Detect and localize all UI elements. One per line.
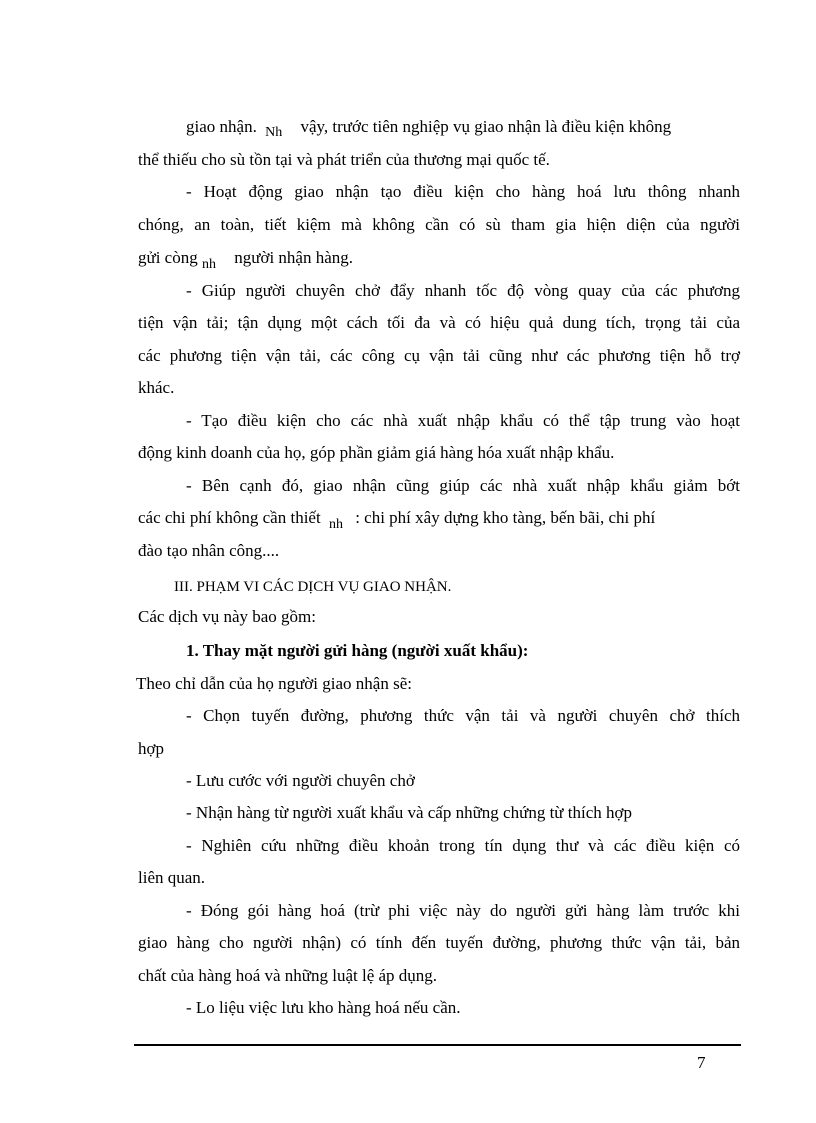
text-span: giao nhận. [186, 117, 257, 136]
text-line: các phương tiện vận tải, các công cụ vận tải cũng như các phương tiện hỗ trợ [138, 346, 740, 365]
section-heading: III. PHẠM VI CÁC DỊCH VỤ GIAO NHẬN. [174, 579, 452, 595]
text-line: giao hàng cho người nhận) có tính đến tuyến đường, phương thức vận tải, bản [138, 933, 740, 952]
text-line: đào tạo nhân công.... [138, 541, 280, 560]
artifact-fragment: Nh [265, 125, 283, 140]
text-line: - Tạo điều kiện cho các nhà xuất nhập khẩu có thể tập trung vào hoạt [186, 411, 740, 430]
text-line: hợp [138, 739, 164, 758]
footer-divider [134, 1044, 741, 1046]
text-line: Các dịch vụ này bao gồm: [138, 607, 316, 626]
text-line: liên quan. [138, 868, 206, 887]
text-line: Theo chỉ dẫn của họ người giao nhận sẽ: [136, 674, 412, 693]
text-line: - Giúp người chuyên chở đẩy nhanh tốc độ vòng quay của các phương [186, 281, 740, 300]
text-line: - Đóng gói hàng hoá (trừ phi việc này do người gửi hàng làm trước khi [186, 901, 740, 920]
text-line: - Nhận hàng từ người xuất khẩu và cấp những chứng từ thích hợp [186, 803, 632, 822]
text-line: thể thiếu cho sù tồn tại và phát triển của thương mại quốc tế. [138, 150, 550, 169]
text-line: tiện vận tải; tận dụng một cách tối đa và có hiệu quả dung tích, trọng tải của [138, 313, 740, 332]
text-line [186, 116, 671, 140]
text-span: gửi còng [138, 248, 198, 267]
text-line: động kinh doanh của họ, góp phần giảm giá hàng hóa xuất nhập khẩu. [138, 443, 615, 462]
page-number: 7 [697, 1053, 706, 1072]
text-line: - Chọn tuyến đường, phương thức vận tải và người chuyên chở thích [186, 706, 740, 725]
text-line [138, 507, 655, 531]
text-line: - Bên cạnh đó, giao nhận cũng giúp các nhà xuất nhập khẩu giảm bớt [186, 476, 740, 495]
text-line: - Lưu cước với người chuyên chở [186, 771, 415, 790]
text-span: : chi phí xây dựng kho tàng, bến bãi, chi phí [355, 508, 656, 527]
text-line: chóng, an toàn, tiết kiệm mà không cần có sù tham gia hiện diện của người [138, 215, 740, 234]
text-line: - Nghiên cứu những điều khoản trong tín dụng thư và các điều kiện có [186, 836, 740, 855]
subsection-heading: 1. Thay mặt người gửi hàng (người xuất khẩu): [186, 641, 529, 660]
text-span: vậy, trước tiên nghiệp vụ giao nhận là điều kiện không [300, 117, 672, 136]
text-span: các chi phí không cần thiết [138, 508, 321, 527]
text-span: người nhận hàng. [234, 248, 354, 267]
artifact-fragment: nh [328, 517, 343, 532]
text-line: - Hoạt động giao nhận tạo điều kiện cho hàng hoá lưu thông nhanh [186, 182, 740, 201]
text-line: - Lo liệu việc lưu kho hàng hoá nếu cần. [186, 998, 461, 1017]
text-line: chất của hàng hoá và những luật lệ áp dụng. [138, 966, 438, 985]
text-line: khác. [138, 378, 175, 397]
text-line [138, 247, 353, 271]
artifact-fragment: nh [201, 257, 216, 272]
